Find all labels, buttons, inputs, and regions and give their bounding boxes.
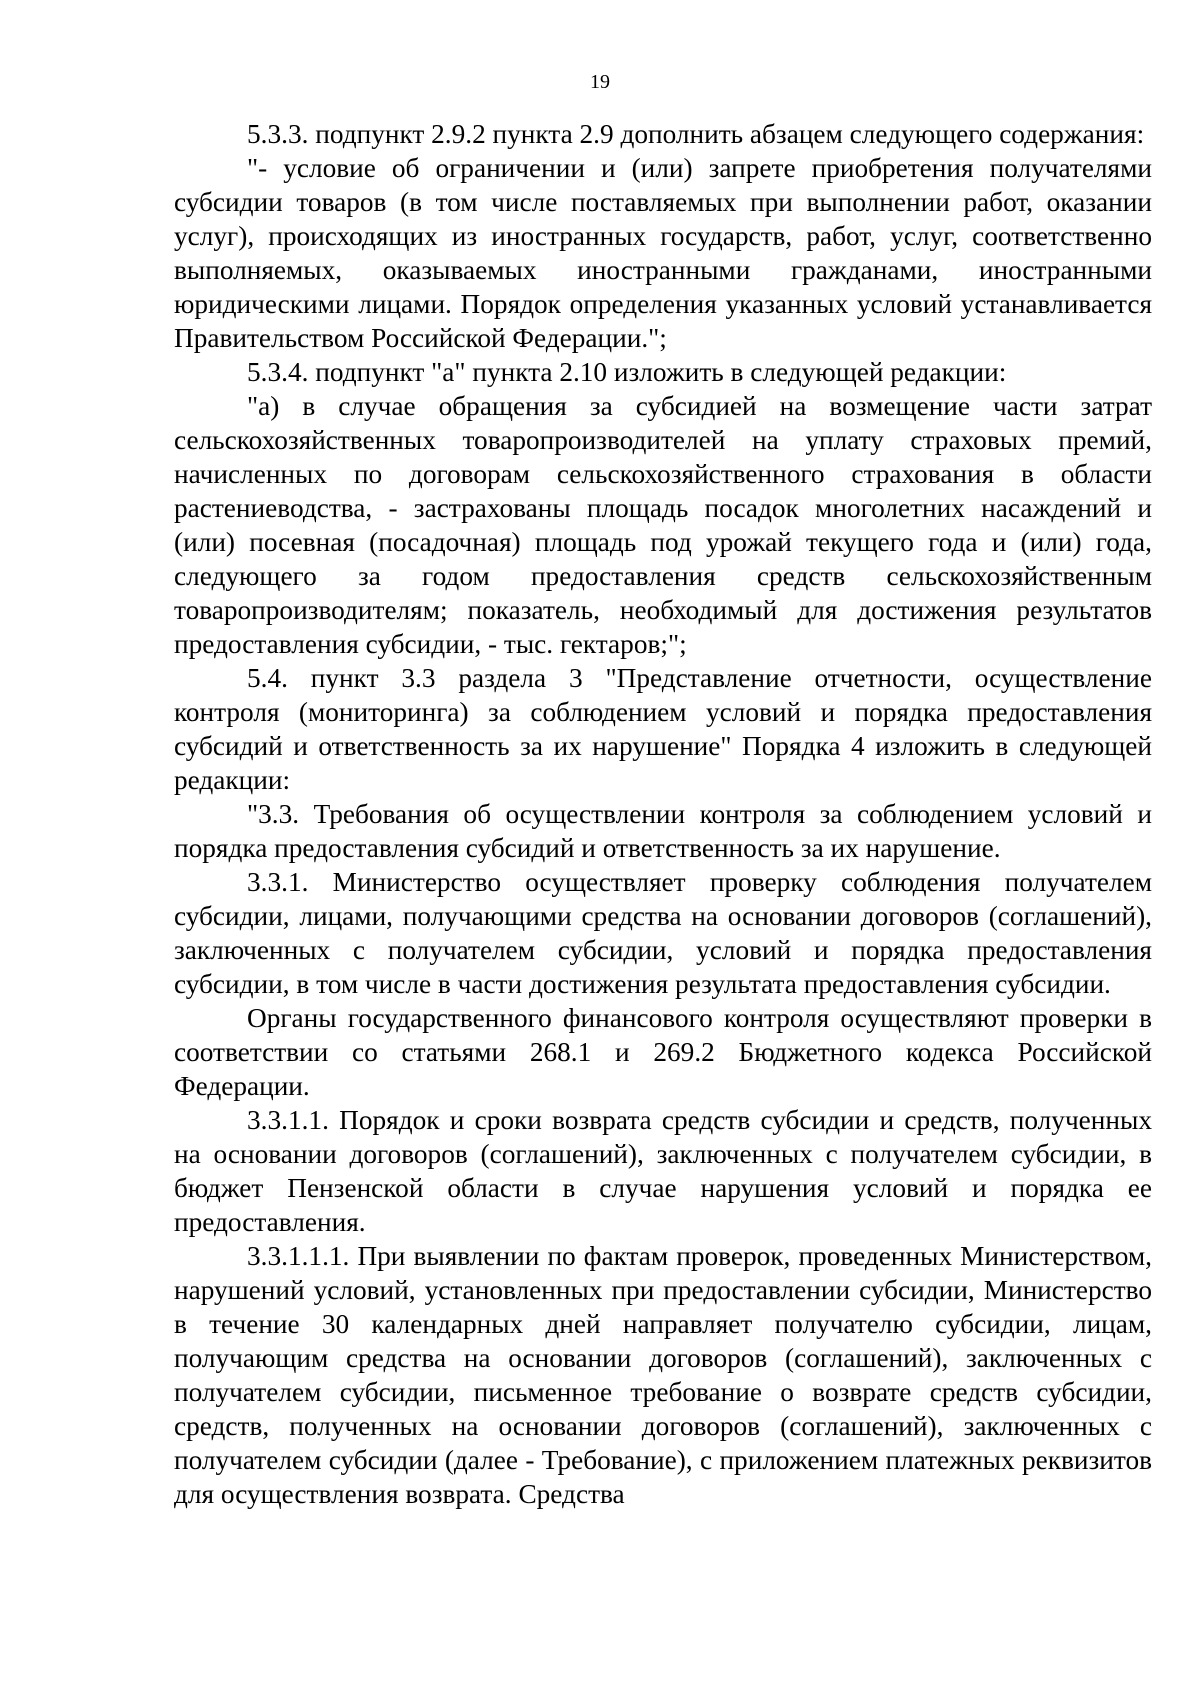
paragraph-3-3: "3.3. Требования об осуществлении контроля за соблюдением условий и порядка предоставления субсидий и ответственность за их нарушение. xyxy=(174,799,1152,863)
paragraph-3-3-1: 3.3.1. Министерство осуществляет проверку соблюдения получателем субсидии, лицами, получающими средства на основании договоров (соглашений), заключенных с получателем субсидии, условий и порядка предоставления субсидии, в том числе в части достижения результата предоставления субсидии. xyxy=(174,867,1152,999)
paragraph-3-3-1-1-1: 3.3.1.1.1. При выявлении по фактам проверок, проведенных Министерством, нарушений условий, установленных при предоставлении субсидии, Министерство в течение 30 календарных дней направляет получателю субсидии, лицам, получающим средства на основании договоров (соглашений), заключенных с получателем субсидии, письменное требование о возврате средств субсидии, средств, полученных на основании договоров (соглашений), заключенных с получателем субсидии (далее - Требование), с приложением платежных реквизитов для осуществления возврата. Средства xyxy=(174,1241,1152,1509)
paragraph-quote-insurance: "а) в случае обращения за субсидией на возмещение части затрат сельскохозяйственных товаропроизводителей на уплату страховых премий, начисленных по договорам сельскохозяйственного страхования в области растениеводства, - застрахованы площадь посадок многолетних насаждений и (или) посевная (посадочная) площадь под урожай текущего года и (или) года, следующего за годом предоставления средств сельскохозяйственным товаропроизводителям; показатель, необходимый для достижения результатов предоставления субсидии, - тыс. гектаров;"; xyxy=(174,391,1152,659)
paragraph-5-3-4: 5.3.4. подпункт "а" пункта 2.10 изложить в следующей редакции: xyxy=(247,357,1007,387)
paragraph-financial-control: Органы государственного финансового контроля осуществляют проверки в соответствии со статьями 268.1 и 269.2 Бюджетного кодекса Российской Федерации. xyxy=(174,1003,1152,1101)
page-number: 19 xyxy=(590,71,610,93)
paragraph-quote-condition: "- условие об ограничении и (или) запрете приобретения получателями субсидии товаров (в том числе поставляемых при выполнении работ, оказании услуг), происходящих из иностранных государств, работ, услуг, соответственно выполняемых, оказываемых иностранными гражданами, иностранными юридическими лицами. Порядок определения указанных условий устанавливается Правительством Российской Федерации."; xyxy=(174,153,1152,353)
document-body xyxy=(174,117,1152,1511)
paragraph-5-4: 5.4. пункт 3.3 раздела 3 "Представление отчетности, осуществление контроля (мониторинга) за соблюдением условий и порядка предоставления субсидий и ответственность за их нарушение" Порядка 4 изложить в следующей редакции: xyxy=(174,663,1152,795)
paragraph-5-3-3: 5.3.3. подпункт 2.9.2 пункта 2.9 дополнить абзацем следующего содержания: xyxy=(247,119,1145,149)
paragraph-3-3-1-1: 3.3.1.1. Порядок и сроки возврата средств субсидии и средств, полученных на основании договоров (соглашений), заключенных с получателем субсидии, в бюджет Пензенской области в случае нарушения условий и порядка ее предоставления. xyxy=(174,1105,1152,1237)
